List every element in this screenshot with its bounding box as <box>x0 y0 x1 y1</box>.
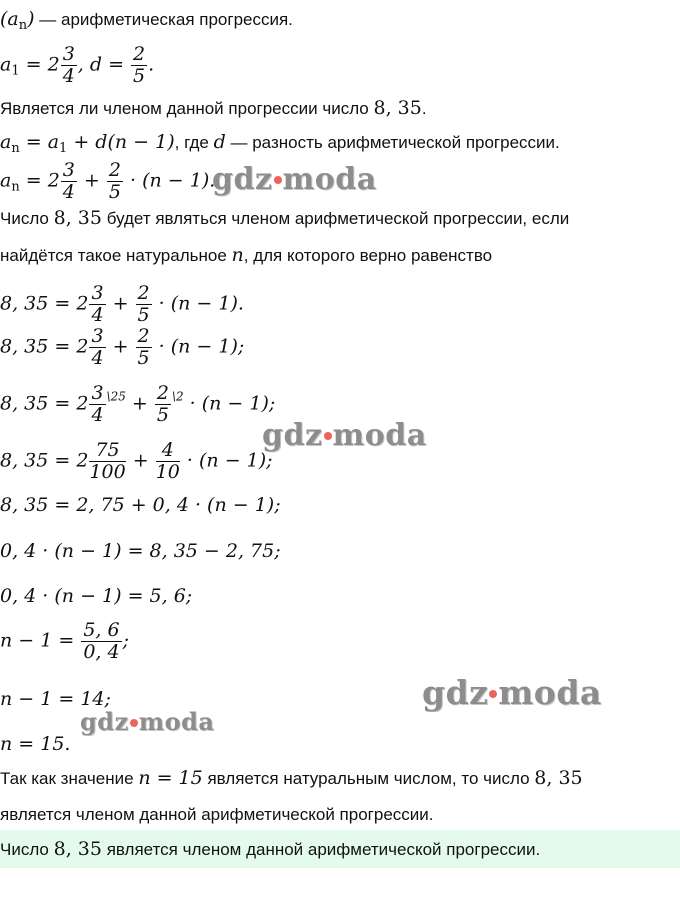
step-1: 8, 35 = 2 $\frac{3}{4}$ + $\frac{2}{5}$ · (n − 1). <box>0 282 244 326</box>
conclusion-line-1: Так как значение n = 15 является натуральным числом, то число 8, 35 <box>0 767 583 789</box>
step-7: 0, 4 · (n − 1) = 5, 6; <box>0 585 193 607</box>
given-line: $a_1 = 2$ $\frac{3}{4}$ , d = $\frac{2}{5}$ . <box>0 43 155 87</box>
intro-line <box>0 8 293 37</box>
step-2: 8, 35 = 2 $\frac{3}{4}$ + $\frac{2}{5}$ · (n − 1); <box>0 325 245 369</box>
fraction: $\frac{2}{5}$ <box>133 43 146 87</box>
formula-line: $a_n = a_1 + d(n - 1)$, где d — разность арифметической прогрессии. <box>0 131 560 156</box>
step-4: 8, 35 = 2 $\frac{75}{100}$ + $\frac{4}{10}$ · (n − 1); <box>0 439 273 483</box>
step-10: n = 15. <box>0 733 71 755</box>
step-6: 0, 4 · (n − 1) = 8, 35 − 2, 75; <box>0 540 281 562</box>
condition-line-1: Число 8, 35 будет являться членом арифметической прогрессии, если <box>0 207 570 229</box>
step-8: n − 1 = $\frac{5, 6}{0, 4}$ ; <box>0 619 129 663</box>
conclusion-line-2: является членом данной арифметической прогрессии. <box>0 805 434 824</box>
fraction: $\frac{3}{4}$ <box>62 43 75 87</box>
watermark: gdz moda <box>80 707 215 736</box>
watermark: gdz moda <box>422 673 602 712</box>
intro-text: — арифметическая прогрессия. <box>34 10 293 29</box>
watermark: gdz moda <box>212 162 377 197</box>
step-5: 8, 35 = 2, 75 + 0, 4 · (n − 1); <box>0 494 281 516</box>
sequence-symbol: $(a_n)$ <box>0 8 35 33</box>
question-line: Является ли членом данной прогрессии число 8, 35. <box>0 97 427 119</box>
answer-text: Число 8, 35 является членом данной арифметической прогрессии. <box>0 838 541 860</box>
step-3: 8, 35 = 2 $\frac{3}{4}$ $^{\backslash 25}$ + $\frac{2}{5}$ $^{\backslash 2}$ · (n − 1); <box>0 382 276 426</box>
answer-box <box>0 830 680 868</box>
formula2-line: $a_n = 2$ $\frac{3}{4}$ + $\frac{2}{5}$ · (n − 1). <box>0 159 216 203</box>
step-9: n − 1 = 14; <box>0 688 111 710</box>
watermark: gdz moda <box>262 418 427 453</box>
condition-line-2: найдётся такое натуральное n, для которого верно равенство <box>0 244 493 266</box>
